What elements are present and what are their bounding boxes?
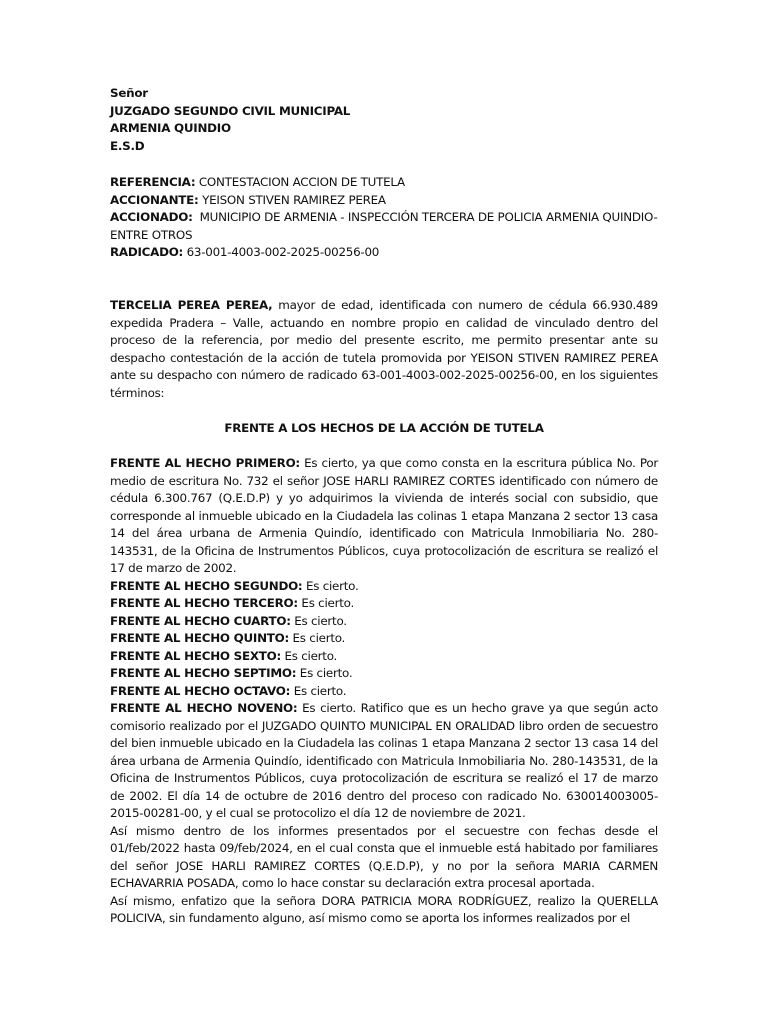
hecho-item bbox=[110, 683, 658, 701]
hecho-label: FRENTE AL HECHO CUARTO: bbox=[110, 613, 291, 628]
accionante-label: ACCIONANTE: bbox=[110, 192, 199, 207]
hecho-item bbox=[110, 665, 658, 683]
hecho-text: Es cierto. bbox=[296, 666, 353, 680]
hecho-item bbox=[110, 578, 658, 596]
addressee-block bbox=[110, 85, 658, 155]
hecho-label: FRENTE AL HECHO QUINTO: bbox=[110, 631, 290, 645]
hecho-label: FRENTE AL HECHO SEXTO: bbox=[110, 648, 281, 663]
accionado-value: MUNICIPIO DE ARMENIA - INSPECCIÓN TERCERA DE POLICIA ARMENIA QUINDIO- ENTRE OTROS bbox=[110, 210, 662, 242]
referencia-label: REFERENCIA: bbox=[110, 175, 196, 189]
hecho-label: FRENTE AL HECHO PRIMERO: bbox=[110, 456, 300, 470]
hecho-item bbox=[110, 700, 658, 823]
referencia-line bbox=[110, 174, 658, 192]
hecho-label: FRENTE AL HECHO SEPTIMO: bbox=[110, 666, 297, 680]
addressee-court: JUZGADO SEGUNDO CIVIL MUNICIPAL bbox=[110, 103, 351, 118]
hecho-label: FRENTE AL HECHO NOVENO: bbox=[110, 701, 298, 715]
accionado-label: ACCIONADO: bbox=[110, 210, 193, 224]
radicado-label: RADICADO: bbox=[110, 245, 184, 259]
referencia-value: CONTESTACION ACCION DE TUTELA bbox=[195, 175, 405, 189]
hechos-block bbox=[110, 455, 658, 928]
radicado-line bbox=[110, 244, 658, 262]
presentation-text: mayor de edad, identificada con numero de cédula 66.930.489 expedida Pradera – Valle, actuando en nombre propio en calidad de vinculado dentro del proceso de la referencia, por medio del presente escrito, me permito presentar ante su despacho contestación de la acción de tutela promovida por YEISON STIVEN RAMIREZ PEREA ante su despacho con número de radicado 63-001-4003-002-2025-00256-00, en los siguientes términos: bbox=[110, 298, 658, 400]
hecho-label: FRENTE AL HECHO SEGUNDO: bbox=[110, 578, 303, 593]
section-heading: FRENTE A LOS HECHOS DE LA ACCIÓN DE TUTELA bbox=[224, 421, 544, 435]
hecho-item bbox=[110, 630, 658, 648]
hecho-item bbox=[110, 455, 658, 578]
hecho-item bbox=[110, 648, 658, 666]
hecho-text: Es cierto. bbox=[302, 578, 359, 593]
reference-block bbox=[110, 174, 662, 262]
addressee-esd: E.S.D bbox=[110, 138, 145, 153]
hecho-text: Es cierto, ya que como consta en la escritura pública No. Por medio de escritura No. 732 el señor JOSE HARLI RAMIREZ CORTES identificado con número de cédula 6.300.767 (Q.E.D.P) y yo adquirimos la vivienda de interés social con subsidio, que corresponde al inmueble ubicado en la Ciudadela las colinas 1 etapa Manzana 2 sector 13 casa 14 del área urbana de Armenia Quindío, identificado con Matricula Inmobiliaria No. 280-143531, de la Oficina de Instrumentos Públicos, cuya protocolización de escritura se realizó el 17 de marzo de 2002. bbox=[110, 456, 658, 575]
petitioner-name: TERCELIA PEREA PEREA, bbox=[110, 298, 273, 312]
presentation-paragraph bbox=[110, 297, 658, 402]
accionado-line bbox=[110, 209, 662, 244]
hecho-text: Es cierto. bbox=[290, 683, 347, 698]
hecho-text: Es cierto. Ratifico que es un hecho grave ya que según acto comisorio realizado por el JUZGADO QUINTO MUNICIPAL EN ORALIDAD libro orden de secuestro del bien inmueble ubicado en la Ciudadela las colinas 1 etapa Manzana 2 sector 13 casa 14 del área urbana de Armenia Quindío, identificado con Matricula Inmobiliaria No. 280-143531, de la Oficina de Instrumentos Públicos, cuya protocolización de escritura se realizó el 17 de marzo de 2002. El día 14 de octubre de 2016 dentro del proceso con radicado No. 630014003005-2015-00281-00, y el cual se protocolizo el día 12 de noviembre de 2021. bbox=[110, 701, 659, 820]
addressee-city: ARMENIA QUINDIO bbox=[110, 121, 231, 135]
addressee-title: Señor bbox=[110, 86, 148, 100]
hecho-item bbox=[110, 595, 658, 613]
body-paragraph: Así mismo dentro de los informes presentados por el secuestre con fechas desde el 01/feb/2022 hasta 09/feb/2024, en el cual consta que el inmueble está habitado por familiares del señor JOSE HARLI RAMIREZ CORTES (Q.E.D.P), y no por la señora MARIA CARMEN ECHAVARRIA POSADA, como lo hace constar su declaración extra procesal aportada. bbox=[110, 823, 658, 890]
hecho-label: FRENTE AL HECHO OCTAVO: bbox=[110, 683, 291, 698]
radicado-value: 63-001-4003-002-2025-00256-00 bbox=[183, 245, 380, 259]
hecho-text: Es cierto. bbox=[290, 613, 347, 628]
hecho-label: FRENTE AL HECHO TERCERO: bbox=[110, 596, 298, 610]
hecho-text: Es cierto. bbox=[289, 631, 346, 645]
hecho-item bbox=[110, 613, 658, 631]
hecho-text: Es cierto. bbox=[280, 648, 338, 663]
accionante-line bbox=[110, 192, 658, 210]
hecho-text: Es cierto. bbox=[297, 596, 354, 610]
body-paragraph: Así mismo, enfatizo que la señora DORA PATRICIA MORA RODRÍGUEZ, realizo la QUERELLA POLICIVA, sin fundamento alguno, así mismo como se aporta los informes realizados por el bbox=[110, 893, 658, 925]
accionante-value: YEISON STIVEN RAMIREZ PEREA bbox=[198, 192, 386, 207]
